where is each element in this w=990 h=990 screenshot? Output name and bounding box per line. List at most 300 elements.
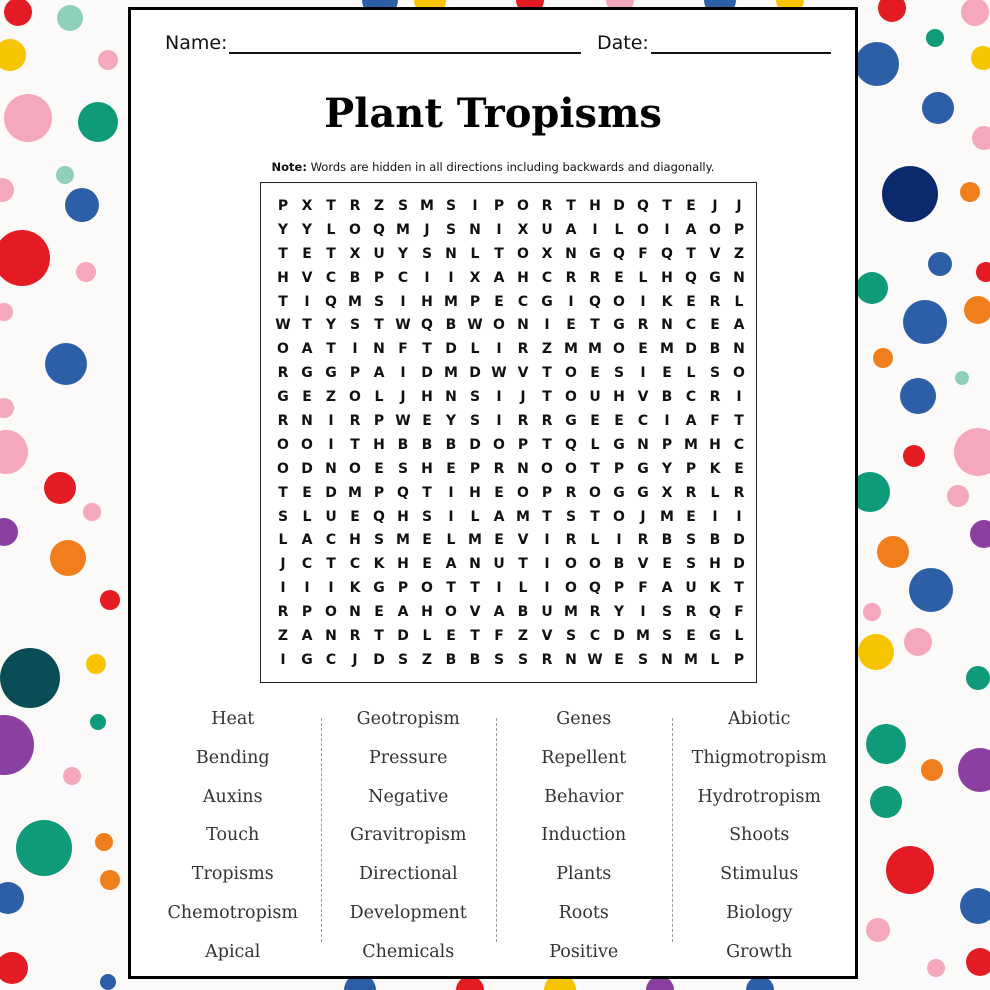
grid-letter[interactable]: O: [493, 317, 505, 334]
grid-letter[interactable]: N: [565, 651, 577, 668]
grid-letter[interactable]: V: [709, 245, 721, 262]
grid-letter[interactable]: L: [710, 651, 720, 668]
grid-letter[interactable]: O: [277, 341, 289, 358]
grid-letter[interactable]: I: [616, 532, 622, 549]
grid-letter[interactable]: O: [709, 221, 721, 238]
grid-letter[interactable]: O: [349, 460, 361, 477]
grid-letter[interactable]: C: [685, 317, 697, 334]
grid-letter[interactable]: I: [400, 365, 406, 382]
grid-letter[interactable]: S: [373, 532, 385, 549]
grid-letter[interactable]: T: [326, 245, 336, 262]
grid-letter[interactable]: R: [349, 198, 361, 214]
grid-letter[interactable]: S: [637, 651, 649, 668]
grid-letter[interactable]: M: [564, 604, 578, 621]
grid-letter[interactable]: P: [349, 365, 361, 382]
grid-letter[interactable]: P: [733, 221, 745, 238]
grid-letter[interactable]: D: [685, 341, 697, 358]
grid-letter[interactable]: N: [373, 341, 385, 358]
grid-letter[interactable]: Q: [421, 317, 433, 334]
grid-letter[interactable]: B: [445, 436, 457, 453]
grid-letter[interactable]: H: [421, 460, 433, 477]
grid-letter[interactable]: T: [566, 198, 576, 214]
grid-letter[interactable]: R: [637, 317, 649, 334]
grid-letter[interactable]: K: [709, 580, 721, 597]
grid-letter[interactable]: O: [277, 436, 289, 453]
grid-letter[interactable]: S: [493, 651, 505, 668]
grid-letter[interactable]: O: [613, 341, 625, 358]
grid-letter[interactable]: O: [613, 293, 625, 310]
grid-letter[interactable]: M: [660, 341, 674, 358]
grid-letter[interactable]: T: [470, 628, 480, 645]
grid-letter[interactable]: C: [325, 269, 337, 286]
grid-letter[interactable]: E: [446, 460, 456, 477]
grid-letter[interactable]: T: [326, 556, 336, 573]
grid-letter[interactable]: G: [325, 365, 337, 382]
grid-letter[interactable]: H: [469, 484, 481, 501]
grid-letter[interactable]: X: [661, 484, 673, 501]
grid-letter[interactable]: E: [566, 317, 576, 334]
grid-letter[interactable]: S: [565, 628, 577, 645]
grid-letter[interactable]: N: [661, 651, 673, 668]
grid-letter[interactable]: O: [277, 460, 289, 477]
grid-letter[interactable]: M: [420, 198, 434, 214]
grid-letter[interactable]: E: [494, 484, 504, 501]
grid-letter[interactable]: C: [397, 269, 409, 286]
grid-letter[interactable]: A: [373, 365, 385, 382]
grid-letter[interactable]: P: [517, 436, 529, 453]
grid-letter[interactable]: L: [302, 508, 312, 525]
grid-letter[interactable]: U: [589, 389, 601, 406]
grid-letter[interactable]: B: [661, 532, 673, 549]
grid-letter[interactable]: P: [373, 484, 385, 501]
grid-letter[interactable]: L: [470, 341, 480, 358]
grid-letter[interactable]: E: [422, 556, 432, 573]
grid-letter[interactable]: F: [710, 413, 720, 430]
grid-letter[interactable]: I: [544, 556, 550, 573]
grid-letter[interactable]: O: [541, 460, 553, 477]
grid-letter[interactable]: E: [302, 484, 312, 501]
grid-letter[interactable]: T: [734, 413, 744, 430]
grid-letter[interactable]: K: [661, 293, 673, 310]
grid-letter[interactable]: I: [328, 580, 334, 597]
grid-letter[interactable]: S: [397, 460, 409, 477]
grid-letter[interactable]: M: [660, 508, 674, 525]
grid-letter[interactable]: H: [661, 269, 673, 286]
grid-letter[interactable]: F: [398, 341, 408, 358]
grid-letter[interactable]: U: [685, 580, 697, 597]
grid-letter[interactable]: P: [469, 293, 481, 310]
grid-letter[interactable]: J: [280, 556, 286, 573]
grid-letter[interactable]: E: [590, 413, 600, 430]
grid-letter[interactable]: Y: [301, 221, 313, 238]
grid-letter[interactable]: T: [374, 628, 384, 645]
grid-letter[interactable]: N: [517, 317, 529, 334]
grid-letter[interactable]: P: [373, 413, 385, 430]
grid-letter[interactable]: J: [520, 389, 526, 406]
grid-letter[interactable]: Q: [685, 269, 697, 286]
grid-letter[interactable]: I: [472, 198, 478, 214]
grid-letter[interactable]: R: [733, 484, 745, 501]
grid-letter[interactable]: I: [496, 580, 502, 597]
grid-letter[interactable]: B: [445, 317, 457, 334]
grid-letter[interactable]: P: [493, 198, 505, 214]
grid-letter[interactable]: Q: [373, 508, 385, 525]
grid-letter[interactable]: L: [446, 532, 456, 549]
grid-letter[interactable]: K: [349, 580, 361, 597]
grid-letter[interactable]: N: [349, 604, 361, 621]
grid-letter[interactable]: Q: [565, 436, 577, 453]
grid-letter[interactable]: E: [686, 628, 696, 645]
grid-letter[interactable]: C: [637, 413, 649, 430]
grid-letter[interactable]: Y: [661, 460, 673, 477]
grid-letter[interactable]: U: [325, 508, 337, 525]
grid-letter[interactable]: N: [325, 460, 337, 477]
grid-letter[interactable]: B: [349, 269, 361, 286]
grid-letter[interactable]: H: [517, 269, 529, 286]
grid-letter[interactable]: O: [637, 221, 649, 238]
grid-letter[interactable]: E: [638, 341, 648, 358]
grid-letter[interactable]: L: [710, 484, 720, 501]
grid-letter[interactable]: P: [685, 460, 697, 477]
grid-letter[interactable]: S: [685, 532, 697, 549]
grid-letter[interactable]: N: [733, 269, 745, 286]
grid-letter[interactable]: R: [541, 198, 553, 214]
grid-letter[interactable]: X: [349, 245, 361, 262]
grid-letter[interactable]: Q: [661, 245, 673, 262]
grid-letter[interactable]: I: [304, 580, 310, 597]
grid-letter[interactable]: T: [470, 580, 480, 597]
date-field[interactable]: [597, 32, 831, 54]
grid-letter[interactable]: E: [614, 651, 624, 668]
grid-letter[interactable]: X: [469, 269, 481, 286]
grid-letter[interactable]: M: [516, 508, 530, 525]
grid-letter[interactable]: E: [494, 293, 504, 310]
grid-letter[interactable]: I: [424, 269, 430, 286]
grid-letter[interactable]: S: [613, 365, 625, 382]
grid-letter[interactable]: I: [496, 221, 502, 238]
grid-letter[interactable]: D: [469, 436, 481, 453]
grid-letter[interactable]: Y: [613, 604, 625, 621]
grid-letter[interactable]: D: [613, 198, 625, 214]
grid-letter[interactable]: O: [301, 436, 313, 453]
grid-letter[interactable]: E: [734, 460, 744, 477]
grid-letter[interactable]: R: [637, 532, 649, 549]
grid-letter[interactable]: E: [494, 532, 504, 549]
grid-letter[interactable]: U: [541, 604, 553, 621]
grid-letter[interactable]: P: [469, 460, 481, 477]
grid-letter[interactable]: T: [302, 317, 312, 334]
grid-letter[interactable]: P: [541, 484, 553, 501]
grid-letter[interactable]: Y: [397, 245, 409, 262]
grid-letter[interactable]: H: [397, 508, 409, 525]
grid-letter[interactable]: C: [589, 628, 601, 645]
grid-letter[interactable]: I: [736, 389, 742, 406]
grid-letter[interactable]: P: [373, 269, 385, 286]
grid-letter[interactable]: X: [541, 245, 553, 262]
grid-letter[interactable]: O: [493, 436, 505, 453]
grid-letter[interactable]: N: [325, 628, 337, 645]
grid-letter[interactable]: A: [493, 508, 505, 525]
grid-letter[interactable]: R: [541, 651, 553, 668]
grid-letter[interactable]: R: [541, 413, 553, 430]
grid-letter[interactable]: P: [277, 198, 289, 214]
grid-letter[interactable]: G: [541, 293, 553, 310]
grid-letter[interactable]: N: [565, 245, 577, 262]
grid-letter[interactable]: E: [590, 365, 600, 382]
grid-letter[interactable]: I: [448, 269, 454, 286]
grid-letter[interactable]: I: [640, 293, 646, 310]
grid-letter[interactable]: O: [325, 604, 337, 621]
grid-letter[interactable]: S: [373, 293, 385, 310]
grid-letter[interactable]: D: [733, 532, 745, 549]
grid-letter[interactable]: G: [637, 484, 649, 501]
grid-letter[interactable]: A: [301, 628, 313, 645]
grid-letter[interactable]: L: [470, 245, 480, 262]
grid-letter[interactable]: N: [445, 245, 457, 262]
grid-letter[interactable]: V: [637, 389, 649, 406]
grid-letter[interactable]: A: [301, 341, 313, 358]
grid-letter[interactable]: D: [445, 341, 457, 358]
grid-letter[interactable]: F: [494, 628, 504, 645]
grid-letter[interactable]: T: [422, 484, 432, 501]
grid-letter[interactable]: T: [542, 436, 552, 453]
grid-letter[interactable]: F: [638, 245, 648, 262]
grid-letter[interactable]: O: [589, 556, 601, 573]
grid-letter[interactable]: L: [278, 532, 288, 549]
grid-letter[interactable]: P: [661, 436, 673, 453]
grid-letter[interactable]: I: [280, 651, 286, 668]
grid-letter[interactable]: A: [565, 221, 577, 238]
grid-letter[interactable]: T: [278, 245, 288, 262]
grid-letter[interactable]: A: [397, 604, 409, 621]
grid-letter[interactable]: E: [302, 389, 312, 406]
grid-letter[interactable]: Q: [709, 604, 721, 621]
grid-letter[interactable]: W: [467, 317, 483, 334]
grid-letter[interactable]: H: [277, 269, 289, 286]
grid-letter[interactable]: E: [374, 460, 384, 477]
grid-letter[interactable]: C: [541, 269, 553, 286]
grid-letter[interactable]: C: [325, 532, 337, 549]
grid-letter[interactable]: I: [496, 413, 502, 430]
grid-letter[interactable]: D: [613, 628, 625, 645]
grid-letter[interactable]: Z: [421, 651, 433, 668]
grid-letter[interactable]: O: [517, 484, 529, 501]
name-blank-line[interactable]: [229, 34, 581, 54]
grid-letter[interactable]: E: [446, 628, 456, 645]
grid-letter[interactable]: J: [712, 198, 718, 214]
grid-letter[interactable]: O: [565, 580, 577, 597]
grid-letter[interactable]: N: [661, 317, 673, 334]
grid-letter[interactable]: W: [587, 651, 603, 668]
grid-letter[interactable]: O: [517, 245, 529, 262]
grid-letter[interactable]: N: [301, 413, 313, 430]
grid-letter[interactable]: T: [518, 556, 528, 573]
grid-letter[interactable]: G: [613, 484, 625, 501]
date-blank-line[interactable]: [651, 34, 831, 54]
grid-letter[interactable]: H: [421, 389, 433, 406]
grid-letter[interactable]: T: [278, 293, 288, 310]
grid-letter[interactable]: R: [709, 389, 721, 406]
grid-letter[interactable]: V: [301, 269, 313, 286]
grid-letter[interactable]: O: [565, 389, 577, 406]
grid-letter[interactable]: R: [565, 532, 577, 549]
grid-letter[interactable]: Q: [589, 580, 601, 597]
grid-letter[interactable]: G: [301, 365, 313, 382]
grid-letter[interactable]: R: [709, 293, 721, 310]
grid-letter[interactable]: L: [614, 221, 624, 238]
grid-letter[interactable]: E: [686, 198, 696, 214]
grid-letter[interactable]: Z: [277, 628, 289, 645]
grid-letter[interactable]: E: [662, 365, 672, 382]
grid-letter[interactable]: E: [422, 532, 432, 549]
grid-letter[interactable]: G: [613, 317, 625, 334]
grid-letter[interactable]: L: [374, 389, 384, 406]
grid-letter[interactable]: Q: [325, 293, 337, 310]
grid-letter[interactable]: V: [517, 532, 529, 549]
grid-letter[interactable]: F: [638, 580, 648, 597]
grid-letter[interactable]: G: [373, 580, 385, 597]
grid-letter[interactable]: C: [325, 651, 337, 668]
grid-letter[interactable]: D: [325, 484, 337, 501]
grid-letter[interactable]: E: [422, 413, 432, 430]
grid-letter[interactable]: H: [421, 293, 433, 310]
grid-letter[interactable]: I: [280, 580, 286, 597]
grid-letter[interactable]: G: [277, 389, 289, 406]
grid-letter[interactable]: R: [565, 269, 577, 286]
grid-letter[interactable]: R: [517, 341, 529, 358]
grid-letter[interactable]: J: [352, 651, 358, 668]
grid-letter[interactable]: D: [733, 556, 745, 573]
grid-letter[interactable]: X: [301, 198, 313, 214]
grid-letter[interactable]: S: [469, 389, 481, 406]
grid-letter[interactable]: Q: [637, 198, 649, 214]
grid-letter[interactable]: P: [613, 580, 625, 597]
grid-letter[interactable]: I: [448, 484, 454, 501]
grid-letter[interactable]: J: [640, 508, 646, 525]
grid-letter[interactable]: W: [275, 317, 291, 334]
grid-letter[interactable]: R: [589, 604, 601, 621]
grid-letter[interactable]: O: [565, 460, 577, 477]
grid-letter[interactable]: R: [685, 604, 697, 621]
grid-letter[interactable]: O: [613, 508, 625, 525]
grid-letter[interactable]: Z: [373, 198, 385, 214]
grid-letter[interactable]: M: [444, 293, 458, 310]
grid-letter[interactable]: N: [445, 389, 457, 406]
grid-letter[interactable]: S: [397, 651, 409, 668]
grid-letter[interactable]: S: [685, 556, 697, 573]
grid-letter[interactable]: I: [448, 508, 454, 525]
grid-letter[interactable]: T: [326, 341, 336, 358]
grid-letter[interactable]: O: [445, 604, 457, 621]
grid-letter[interactable]: T: [590, 508, 600, 525]
grid-letter[interactable]: Z: [325, 389, 337, 406]
grid-letter[interactable]: U: [493, 556, 505, 573]
grid-letter[interactable]: H: [421, 604, 433, 621]
grid-letter[interactable]: Z: [517, 628, 529, 645]
grid-letter[interactable]: C: [733, 436, 745, 453]
grid-letter[interactable]: G: [709, 628, 721, 645]
grid-letter[interactable]: M: [684, 436, 698, 453]
grid-letter[interactable]: Q: [589, 293, 601, 310]
grid-letter[interactable]: P: [733, 651, 745, 668]
grid-letter[interactable]: V: [469, 604, 481, 621]
grid-letter[interactable]: I: [328, 413, 334, 430]
grid-letter[interactable]: S: [277, 508, 289, 525]
grid-letter[interactable]: J: [424, 221, 430, 238]
grid-letter[interactable]: A: [301, 532, 313, 549]
grid-letter[interactable]: L: [326, 221, 336, 238]
grid-letter[interactable]: N: [733, 341, 745, 358]
grid-letter[interactable]: Q: [613, 245, 625, 262]
grid-letter[interactable]: L: [734, 293, 744, 310]
grid-letter[interactable]: A: [685, 413, 697, 430]
grid-letter[interactable]: W: [395, 317, 411, 334]
grid-letter[interactable]: T: [326, 198, 336, 214]
grid-letter[interactable]: E: [614, 269, 624, 286]
grid-letter[interactable]: M: [396, 221, 410, 238]
grid-letter[interactable]: S: [661, 628, 673, 645]
grid-letter[interactable]: R: [685, 484, 697, 501]
grid-letter[interactable]: L: [638, 269, 648, 286]
grid-letter[interactable]: D: [397, 628, 409, 645]
grid-letter[interactable]: R: [277, 604, 289, 621]
grid-letter[interactable]: E: [374, 604, 384, 621]
grid-letter[interactable]: R: [349, 628, 361, 645]
grid-letter[interactable]: B: [469, 651, 481, 668]
grid-letter[interactable]: T: [590, 460, 600, 477]
grid-letter[interactable]: O: [589, 484, 601, 501]
grid-letter[interactable]: T: [494, 245, 504, 262]
grid-letter[interactable]: V: [637, 556, 649, 573]
grid-letter[interactable]: O: [565, 365, 577, 382]
grid-letter[interactable]: S: [565, 508, 577, 525]
grid-letter[interactable]: O: [565, 556, 577, 573]
grid-letter[interactable]: T: [374, 317, 384, 334]
grid-letter[interactable]: A: [661, 580, 673, 597]
grid-letter[interactable]: L: [518, 580, 528, 597]
grid-letter[interactable]: J: [400, 389, 406, 406]
grid-letter[interactable]: N: [469, 221, 481, 238]
grid-letter[interactable]: T: [278, 484, 288, 501]
grid-letter[interactable]: K: [373, 556, 385, 573]
grid-letter[interactable]: E: [302, 245, 312, 262]
grid-letter[interactable]: R: [277, 413, 289, 430]
grid-letter[interactable]: B: [661, 389, 673, 406]
grid-letter[interactable]: I: [736, 508, 742, 525]
grid-letter[interactable]: Z: [733, 245, 745, 262]
grid-letter[interactable]: M: [444, 365, 458, 382]
grid-letter[interactable]: A: [493, 269, 505, 286]
grid-letter[interactable]: T: [542, 508, 552, 525]
grid-letter[interactable]: L: [422, 628, 432, 645]
grid-letter[interactable]: R: [349, 413, 361, 430]
grid-letter[interactable]: K: [709, 460, 721, 477]
grid-letter[interactable]: E: [686, 293, 696, 310]
grid-letter[interactable]: A: [493, 604, 505, 621]
grid-letter[interactable]: G: [709, 269, 721, 286]
grid-letter[interactable]: Q: [397, 484, 409, 501]
grid-letter[interactable]: H: [709, 556, 721, 573]
grid-letter[interactable]: J: [736, 198, 742, 214]
grid-letter[interactable]: D: [301, 460, 313, 477]
grid-letter[interactable]: G: [589, 245, 601, 262]
grid-letter[interactable]: S: [469, 413, 481, 430]
grid-letter[interactable]: Y: [277, 221, 289, 238]
grid-letter[interactable]: S: [421, 245, 433, 262]
grid-letter[interactable]: G: [637, 460, 649, 477]
grid-letter[interactable]: I: [400, 293, 406, 310]
grid-letter[interactable]: A: [445, 556, 457, 573]
